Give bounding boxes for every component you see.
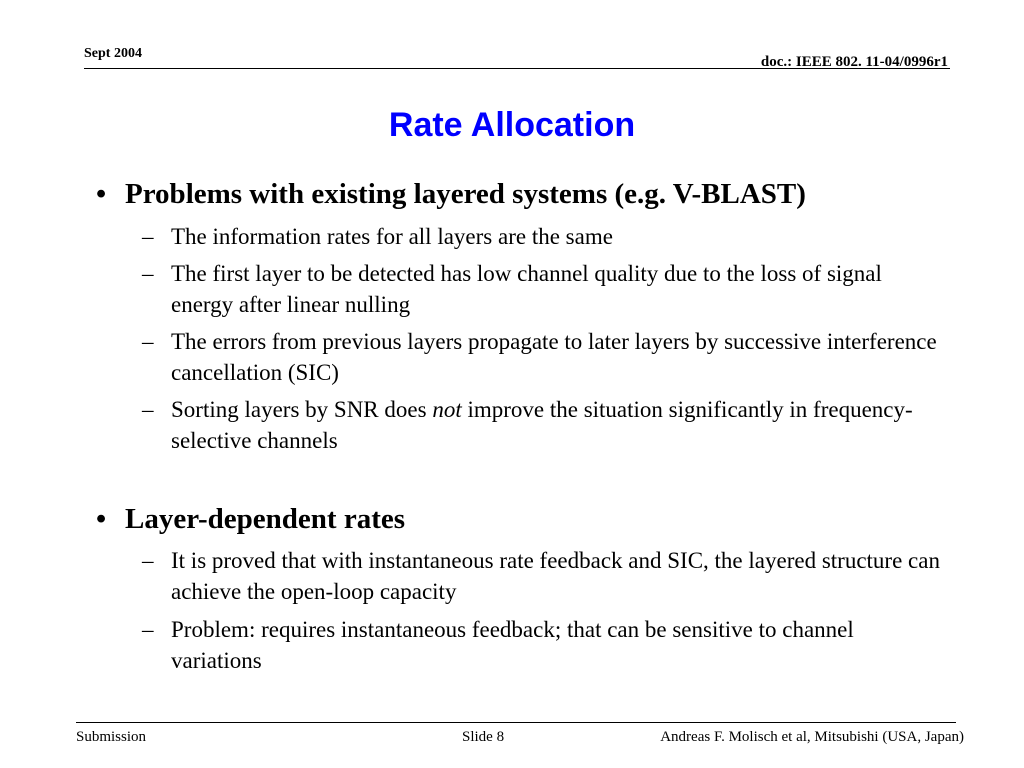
- footer-slide-number: Slide 8: [462, 729, 505, 745]
- sub-item-text-before: Sorting layers by SNR does: [171, 397, 433, 422]
- sub-item: [142, 326, 942, 388]
- dash-icon: –: [142, 548, 154, 573]
- bullet-heading: Layer-dependent rates: [125, 503, 406, 535]
- header-date: Sept 2004: [84, 46, 142, 61]
- sub-item: [142, 394, 942, 456]
- sub-item-text: The information rates for all layers are the same: [171, 224, 613, 249]
- slide-title: Rate Allocation: [388, 106, 636, 144]
- sub-item: [142, 614, 942, 676]
- sub-item-text: The errors from previous layers propagate to later layers by successive interference cancellation (SIC): [171, 329, 937, 385]
- footer-author: Andreas F. Molisch et al, Mitsubishi (USA, Japan): [660, 729, 964, 745]
- sub-item: [142, 545, 942, 607]
- dash-icon: –: [142, 261, 154, 286]
- sub-item-emphasis: not: [432, 397, 462, 422]
- dash-icon: –: [142, 224, 154, 249]
- header-divider: [84, 68, 950, 69]
- sub-item: [142, 221, 942, 252]
- dash-icon: –: [142, 329, 154, 354]
- bullet-icon: •: [96, 178, 107, 210]
- sub-item: [142, 258, 942, 320]
- footer-divider: [76, 722, 956, 723]
- sub-item-text: It is proved that with instantaneous rate feedback and SIC, the layered structure can achieve the open-loop capacity: [171, 548, 940, 604]
- sub-item-text: [171, 394, 942, 456]
- dash-icon: –: [142, 397, 154, 422]
- sub-item-text: Problem: requires instantaneous feedback; that can be sensitive to channel variations: [171, 617, 854, 673]
- dash-icon: –: [142, 617, 154, 642]
- bullet-icon: •: [96, 503, 107, 535]
- header-doc-id: doc.: IEEE 802. 11-04/0996r1: [760, 54, 948, 70]
- sub-item-text-after: improve the situation significantly in frequency-selective channels: [171, 397, 913, 453]
- sub-item-text: The first layer to be detected has low channel quality due to the loss of signal energy after linear nulling: [171, 261, 882, 317]
- footer-submission: Submission: [76, 729, 147, 745]
- bullet-heading: Problems with existing layered systems (e.g. V-BLAST): [125, 178, 806, 210]
